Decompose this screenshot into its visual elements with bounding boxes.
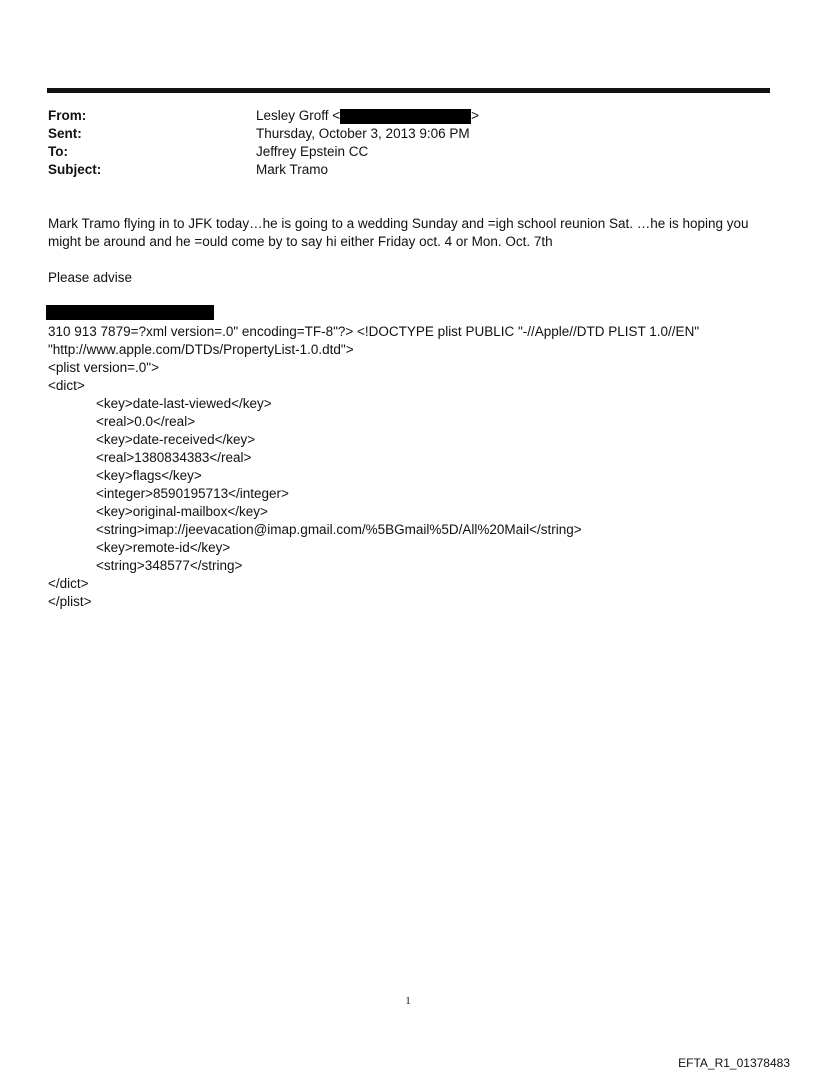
plist-line: <key>date-received</key> [96,432,256,447]
plist-line: <dict> [48,378,85,393]
sent-row [48,125,768,143]
plist-line: "http://www.apple.com/DTDs/PropertyList-1.0.dtd"> [48,342,354,357]
to-label: To: [48,144,68,159]
plist-line: 310 913 7879=?xml version=.0" encoding=TF-8"?> <!DOCTYPE plist PUBLIC "-//Apple//DTD PLIST 1.0//EN" [48,324,700,339]
plist-line: <string>348577</string> [96,558,243,573]
plist-line: <key>remote-id</key> [96,540,231,555]
plist-line: <real>1380834383</real> [96,450,252,465]
please-advise: Please advise [48,270,133,285]
from-value [256,107,479,125]
message-body [48,215,768,251]
plist-block [48,323,778,611]
subject-row [48,161,768,179]
header-divider [47,88,770,93]
plist-line: <string>imap://jeevacation@imap.gmail.com/%5BGmail%5D/All%20Mail</string> [96,522,582,537]
email-headers [48,107,768,179]
from-close: > [471,108,480,123]
body-line-2: might be around and he =ould come by to say hi either Friday oct. 4 or Mon. Oct. 7th [48,234,553,249]
sent-label: Sent: [48,126,82,141]
to-row [48,143,768,161]
subject-label: Subject: [48,162,102,177]
redacted-email [340,109,471,124]
body-line-1: Mark Tramo flying in to JFK today…he is going to a wedding Sunday and =igh school reunion Sat. …he is hoping you [48,216,749,231]
plist-line: <integer>8590195713</integer> [96,486,289,501]
plist-line: </plist> [48,594,92,609]
plist-line: </dict> [48,576,89,591]
to-value: Jeffrey Epstein CC [256,144,369,159]
page-number: 1 [405,995,411,1007]
redacted-signature [46,305,214,320]
plist-line: <key>date-last-viewed</key> [96,396,272,411]
plist-line: <plist version=.0"> [48,360,159,375]
bates-number: EFTA_R1_01378483 [678,1056,790,1070]
subject-value: Mark Tramo [256,162,329,177]
plist-line: <key>original-mailbox</key> [96,504,268,519]
sent-value: Thursday, October 3, 2013 9:06 PM [256,126,470,141]
from-label: From: [48,108,87,123]
from-row [48,107,768,125]
plist-line: <key>flags</key> [96,468,202,483]
plist-line: <real>0.0</real> [96,414,196,429]
from-name: Lesley Groff < [256,108,341,123]
